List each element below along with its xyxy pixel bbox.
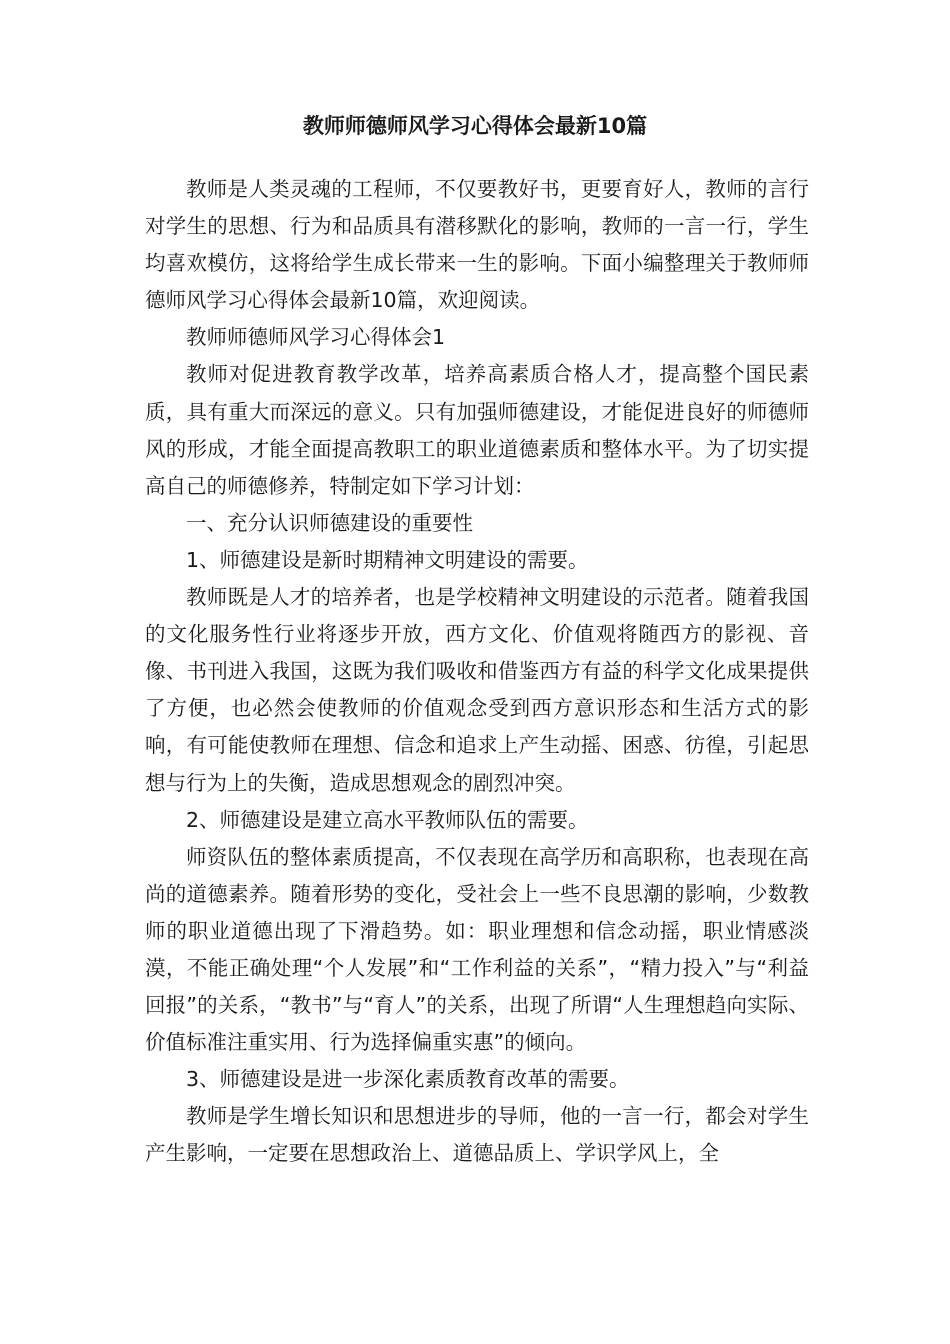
document-title: 教师师德师风学习心得体会最新10篇 [302,114,648,138]
document-body [145,171,809,1173]
body-paragraph: 教师既是人才的培养者，也是学校精神文明建设的示范者。随着我国的文化服务性行业将逐步开放，西方文化、价值观将随西方的影视、音像、书刊进入我国，这既为我们吸收和借鉴西方有益的科学文化成果提供了方便，也必然会使教师的价值观念受到西方意识形态和生活方式的影响，有可能使教师在理想、信念和追求上产生动摇、困惑、彷徨，引起思想与行为上的失衡，造成思想观念的剧烈冲突。 [145,585,809,795]
body-paragraph: 教师是学生增长知识和思想进步的导师，他的一言一行，都会对学生产生影响，一定要在思想政治上、道德品质上、学识学风上，全 [145,1104,809,1166]
intro-paragraph: 教师是人类灵魂的工程师，不仅要教好书，更要育好人，教师的言行对学生的思想、行为和品质具有潜移默化的影响，教师的一言一行，学生均喜欢模仿，这将给学生成长带来一生的影响。下面小编整理关于教师师德师风学习心得体会最新10篇，欢迎阅读。 [145,177,809,313]
point-heading: 2、师德建设是建立高水平教师队伍的需要。 [186,807,589,832]
body-paragraph: 师资队伍的整体素质提高，不仅表现在高学历和高职称，也表现在高尚的道德素养。随着形势的变化，受社会上一些不良思潮的影响，少数教师的职业道德出现了下滑趋势。如：职业理想和信念动摇，职业情感淡漠，不能正确处理“个人发展”和“工作利益的关系”，“精力投入”与“利益回报”的关系，“教书”与“育人”的关系，出现了所谓“人生理想趋向实际、价值标准注重实用、行为选择偏重实惠”的倾向。 [145,844,809,1055]
section-heading: 教师师德师风学习心得体会1 [186,325,446,350]
body-paragraph: 教师对促进教育教学改革，培养高素质合格人才，提高整个国民素质，具有重大而深远的意义。只有加强师德建设，才能促进良好的师德师风的形成，才能全面提高教职工的职业道德素质和整体水平。为了切实提高自己的师德修养，特制定如下学习计划： [145,362,809,498]
subsection-heading: 一、充分认识师德建设的重要性 [186,510,473,535]
point-heading: 3、师德建设是进一步深化素质教育改革的需要。 [186,1067,630,1092]
point-heading: 1、师德建设是新时期精神文明建设的需要。 [186,547,589,572]
